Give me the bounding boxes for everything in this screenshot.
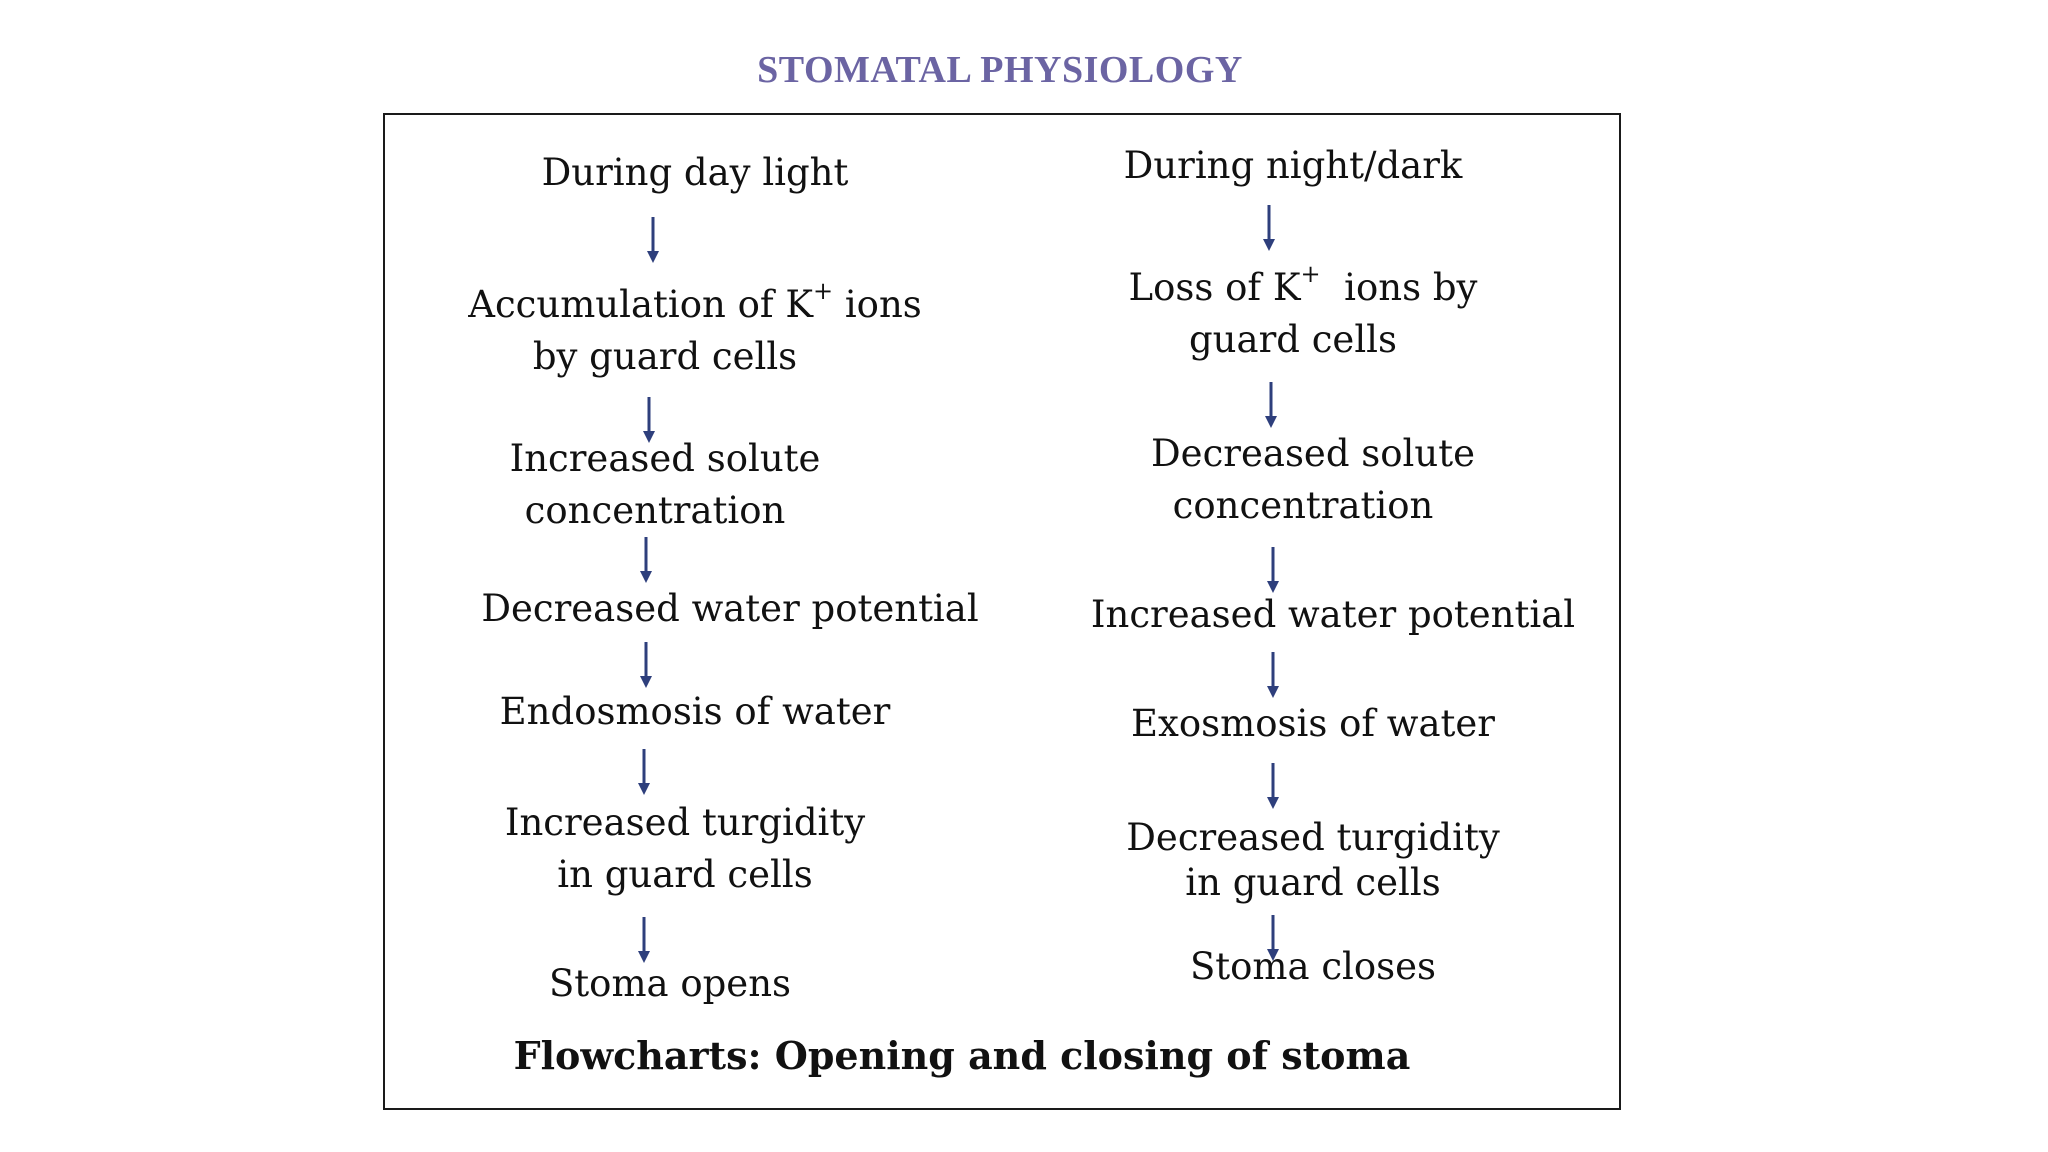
step-increased-turgidity: Increased turgidity [504,801,866,844]
slide-title: STOMATAL PHYSIOLOGY [757,49,1243,91]
step-stoma-closes: Stoma closes [1189,945,1437,988]
step-decreased-turgidity-line2: in guard cells [1185,861,1441,904]
step-increased-solute: Increased solute [509,437,821,480]
step-accumulation-k: Accumulation of K+ ions [468,277,922,326]
step-loss-k-line2: guard cells [1189,318,1397,361]
step-stoma-opens: Stoma opens [548,962,792,1005]
down-arrow-icon [1261,380,1281,430]
closing-flowchart [1005,115,1621,1108]
step-endosmosis: Endosmosis of water [499,690,891,733]
step-decreased-water-potential: Decreased water potential [481,587,979,630]
step-decreased-solute: Decreased solute [1151,432,1475,475]
down-arrow-icon [636,535,656,585]
down-arrow-icon [1259,203,1279,253]
step-accumulation-k-line2: by guard cells [532,335,798,378]
down-arrow-icon [634,747,654,797]
step-increased-solute-line2: concentration [524,489,786,532]
step-day-light: During day light [541,151,849,194]
step-night-dark: During night/dark [1123,144,1463,187]
down-arrow-icon [1263,761,1283,811]
down-arrow-icon [636,640,656,690]
flowchart-frame [383,113,1621,1110]
step-increased-water-potential: Increased water potential [1090,593,1576,636]
opening-flowchart [385,115,1005,1108]
figure-caption: Flowcharts: Opening and closing of stoma [513,1033,1411,1078]
step-increased-turgidity-line2: in guard cells [557,853,813,896]
down-arrow-icon [1263,545,1283,595]
step-decreased-solute-line2: concentration [1172,484,1434,527]
step-exosmosis: Exosmosis of water [1131,702,1495,745]
down-arrow-icon [1263,650,1283,700]
step-decreased-turgidity: Decreased turgidity [1126,816,1500,859]
down-arrow-icon [643,215,663,265]
step-loss-k: Loss of K+ ions by [1128,260,1478,309]
